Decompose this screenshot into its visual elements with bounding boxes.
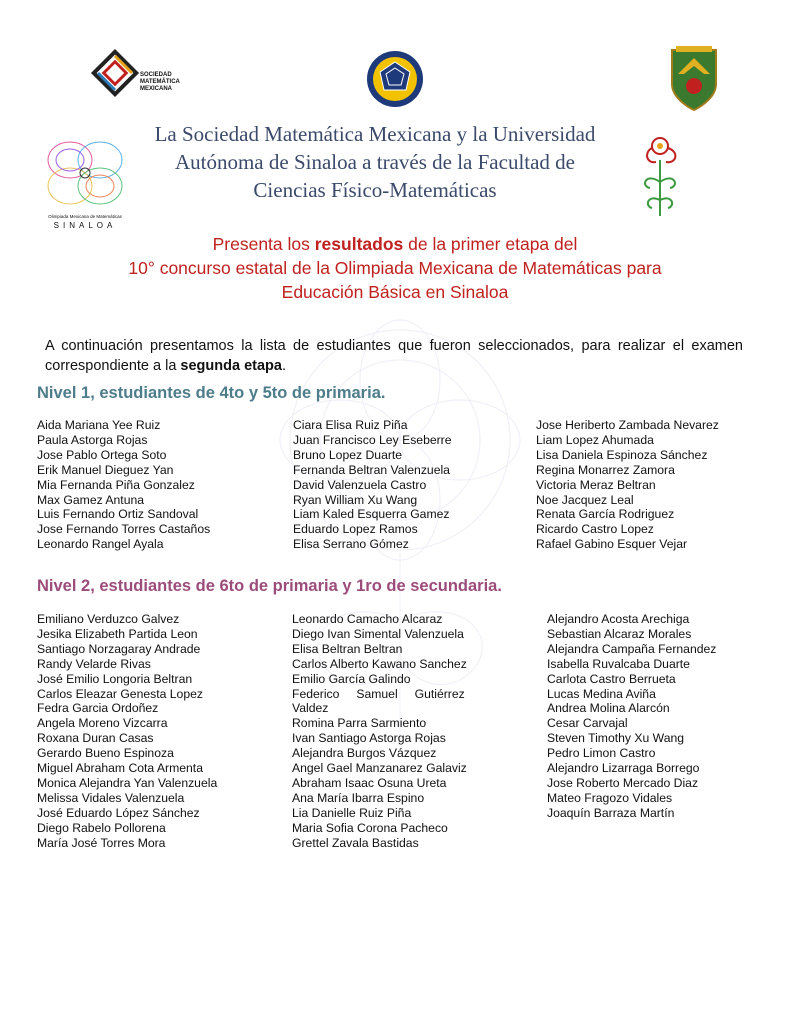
intro-text: . [281,358,286,374]
student-name: Jose Pablo Ortega Soto [37,447,167,462]
student-name: Alejandro Lizarraga Borrego [547,761,700,776]
student-name: Santiago Norzagaray Andrade [37,641,201,656]
student-name: Ana María Ibarra Espino [292,790,425,805]
student-name: Angel Gael Manzanarez Galaviz [292,761,467,776]
student-name: Sebastian Alcaraz Morales [547,626,692,641]
student-name: Ciara Elisa Ruiz Piña [293,418,408,432]
student-name: Noe Jacquez Leal [536,492,634,507]
student-name: Elisa Beltran Beltran [292,641,403,656]
student-name: Federico Samuel Gutiérrez [292,686,465,701]
student-name: Renata García Rodriguez [536,507,675,522]
intro-text: A continuación presentamos la lista de estudiantes que fueron seleccionados, para realizar el examen correspondiente a la [45,338,743,374]
student-name: Leonardo Rangel Ayala [37,537,164,552]
student-name: Romina Parra Sarmiento [292,716,427,731]
nivel1-column-2 [293,418,452,552]
student-name: Carlos Eleazar Genesta Lopez [37,686,203,701]
student-name: Mia Fernanda Piña Gonzalez [37,477,195,492]
announcement-text: Presenta los [212,234,315,254]
page-title [110,120,640,204]
student-name: Abraham Isaac Osuna Ureta [292,775,447,790]
student-name: Andrea Molina Alarcón [547,701,670,716]
smm-diamond-icon [90,48,140,98]
title-line: La Sociedad Matemática Mexicana y la Universidad [154,122,596,146]
student-name: Rafael Gabino Esquer Vejar [536,537,688,552]
student-name: José Emilio Longoria Beltran [37,671,193,686]
announcement-text: de la primer etapa del [403,234,578,254]
student-name: Lucas Medina Aviña [547,686,656,701]
student-name: Alejandra Burgos Vázquez [292,746,437,761]
student-name: Valdez [292,701,329,716]
ommeb-caption: Olimpiada Mexicana de Matemáticas [48,214,122,219]
student-name: Mateo Fragozo Vidales [547,790,673,805]
student-name: Fedra Garcia Ordoñez [37,701,159,716]
student-name: Grettel Zavala Bastidas [292,835,419,850]
student-name: Emilio García Galindo [292,671,411,686]
student-name: Diego Rabelo Pollorena [37,820,166,835]
student-name: Juan Francisco Ley Eseberre [293,432,452,447]
announcement-bold: resultados [314,234,404,254]
announcement-text: Educación Básica en Sinaloa [281,282,509,302]
nivel2-heading: Nivel 2, estudiantes de 6to de primaria y 1ro de secundaria. [37,577,502,595]
student-name: Jose Roberto Mercado Diaz [547,775,699,790]
student-name: Elisa Serrano Gómez [293,537,409,552]
fcfm-logo [364,48,426,110]
student-name: Alejandra Campaña Fernandez [547,641,717,656]
ommeb-state: SINALOA [53,221,117,230]
student-name: Monica Alejandra Yan Valenzuela [37,775,218,790]
title-line: Autónoma de Sinaloa a través de la Facultad de [174,150,576,174]
student-name: Fernanda Beltran Valenzuela [293,462,450,477]
student-name: Luis Fernando Ortiz Sandoval [37,507,199,522]
student-name: José Eduardo López Sánchez [37,805,200,820]
student-name: Angela Moreno Vizcarra [37,716,168,731]
uas-shield-logo [668,44,720,112]
announcement-text: 10° concurso estatal de la Olimpiada Mexicana de Matemáticas para [128,258,662,278]
smm-text: MEXICANA [140,86,173,92]
nivel2-column-3 [547,612,716,821]
nivel1-column-1 [37,418,210,552]
student-name: Paula Astorga Rojas [37,432,148,447]
student-name: Aida Mariana Yee Ruiz [37,418,161,432]
student-name: Cesar Carvajal [547,716,628,731]
student-name: Maria Sofia Corona Pacheco [292,820,448,835]
intro-bold: segunda etapa [180,358,282,374]
nivel1-heading: Nivel 1, estudiantes de 4to y 5to de primaria. [37,384,386,402]
student-name: Ivan Santiago Astorga Rojas [292,731,446,746]
announcement [70,232,720,304]
nivel1-column-3 [536,418,719,552]
student-name: Steven Timothy Xu Wang [547,731,685,746]
nivel2-column-1 [37,612,217,851]
student-name: Liam Kaled Esquerra Gamez [293,507,450,522]
student-name: Ricardo Castro Lopez [536,522,654,537]
student-name: María José Torres Mora [37,835,166,850]
student-name: Miguel Abraham Cota Armenta [37,761,203,776]
student-name: Jose Heriberto Zambada Nevarez [536,418,719,432]
intro-paragraph [45,336,743,376]
student-name: Leonardo Camacho Alcaraz [292,612,443,626]
plant-emblem-logo [636,134,688,220]
student-name: Jose Fernando Torres Castaños [37,522,211,537]
student-name: Emiliano Verduzco Galvez [37,612,180,626]
nivel2-column-2 [292,612,489,851]
student-name: Erik Manuel Dieguez Yan [37,462,174,477]
student-name: Lisa Daniela Espinoza Sánchez [536,447,708,462]
student-name: Liam Lopez Ahumada [536,432,654,447]
student-name: Roxana Duran Casas [37,731,154,746]
student-name: David Valenzuela Castro [293,477,427,492]
title-line: Ciencias Físico-Matemáticas [253,178,497,202]
student-name: Gerardo Bueno Espinoza [37,746,174,761]
smm-text: SOCIEDAD [140,72,172,78]
student-name: Carlota Castro Berrueta [547,671,676,686]
student-name: Pedro Limon Castro [547,746,656,761]
student-name: Carlos Alberto Kawano Sanchez [292,656,467,671]
smm-text: MATEMÁTICA [140,79,180,85]
student-name: Melissa Vidales Valenzuela [37,790,185,805]
student-name: Ryan William Xu Wang [293,492,418,507]
student-name: Jesika Elizabeth Partida Leon [37,626,198,641]
student-name: Diego Ivan Simental Valenzuela [292,626,464,641]
student-name: Victoria Meraz Beltran [536,477,656,492]
student-name: Alejandro Acosta Arechiga [547,612,690,626]
student-name: Bruno Lopez Duarte [293,447,403,462]
student-name: Max Gamez Antuna [37,492,145,507]
student-name: Lia Danielle Ruiz Piña [292,805,412,820]
smm-logo [90,48,185,104]
student-name: Joaquín Barraza Martín [547,805,675,820]
student-name: Eduardo Lopez Ramos [293,522,418,537]
student-name: Regina Monarrez Zamora [536,462,675,477]
student-name: Isabella Ruvalcaba Duarte [547,656,690,671]
student-name: Randy Velarde Rivas [37,656,151,671]
